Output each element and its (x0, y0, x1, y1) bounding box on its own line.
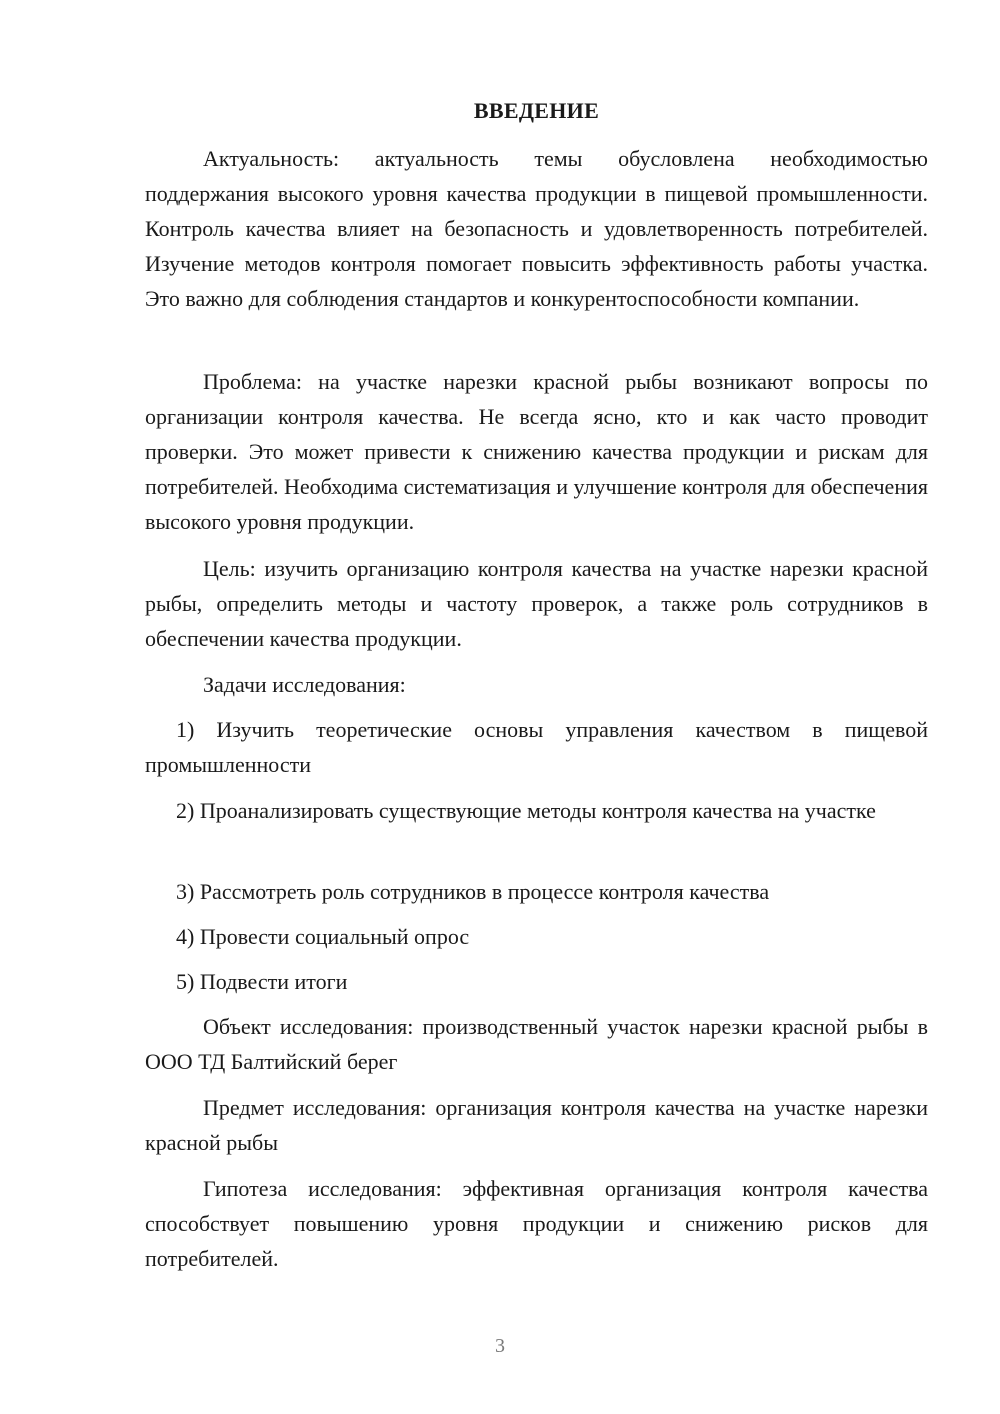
page-title: ВВЕДЕНИЕ (473, 98, 600, 123)
tasks-heading: Задачи исследования: (203, 672, 406, 697)
task-item-2: 2) Проанализировать существующие методы контроля качества на участке (176, 798, 876, 823)
problem-paragraph: Проблема: на участке нарезки красной рыбы возникают вопросы по организации контроля качества. Не всегда ясно, кто и как часто проводит проверки. Это может привести к снижению качества продукции и рискам для потребителей. Необходима систематизация и улучшение контроля для обеспечения высокого уровня продукции. (145, 369, 928, 534)
task-item-5: 5) Подвести итоги (176, 969, 348, 994)
task-item-4: 4) Провести социальный опрос (176, 924, 470, 949)
task-item-1: 1) Изучить теоретические основы управления качеством в пищевой промышленности (145, 717, 928, 777)
page-number: 3 (495, 1335, 505, 1357)
subject-paragraph: Предмет исследования: организация контроля качества на участке нарезки красной рыбы (145, 1095, 928, 1155)
goal-paragraph: Цель: изучить организацию контроля качества на участке нарезки красной рыбы, определить методы и частоту проверок, а также роль сотрудников в обеспечении качества продукции. (145, 556, 928, 651)
object-paragraph: Объект исследования: производственный участок нарезки красной рыбы в ООО ТД Балтийский берег (145, 1014, 928, 1074)
task-item-3: 3) Рассмотреть роль сотрудников в процессе контроля качества (176, 879, 770, 904)
hypothesis-paragraph: Гипотеза исследования: эффективная организация контроля качества способствует повышению уровня продукции и снижению рисков для потребителей. (145, 1176, 928, 1271)
relevance-paragraph: Актуальность: актуальность темы обусловлена необходимостью поддержания высокого уровня качества продукции в пищевой промышленности. Контроль качества влияет на безопасность и удовлетворенность потребителей. Изучение методов контроля помогает повысить эффективность работы участка. Это важно для соблюдения стандартов и конкурентоспособности компании. (145, 146, 928, 311)
